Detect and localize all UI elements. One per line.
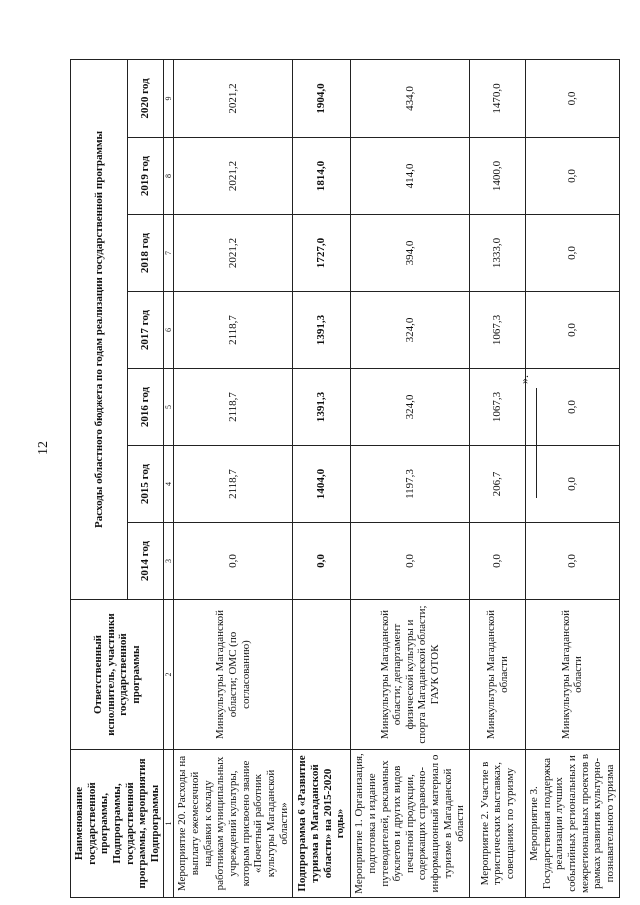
row-value: 206,7 bbox=[470, 446, 526, 523]
column-index: 2 bbox=[164, 600, 174, 750]
column-index: 7 bbox=[164, 215, 174, 292]
row-value: 0,0 bbox=[526, 292, 619, 369]
row-name: Подпрограмма 6 «Развитие туризма в Магаданской области» на 2015-2020 годы» bbox=[293, 750, 351, 898]
rotated-table-wrapper bbox=[70, 60, 616, 898]
row-value: 1197,3 bbox=[351, 446, 470, 523]
rotated-table-container bbox=[70, 60, 616, 898]
table-row bbox=[470, 59, 526, 897]
row-value: 2118,7 bbox=[174, 292, 293, 369]
row-value: 0,0 bbox=[526, 523, 619, 600]
column-index: 5 bbox=[164, 369, 174, 446]
column-index: 3 bbox=[164, 523, 174, 600]
row-value: 1391,3 bbox=[293, 292, 351, 369]
column-index: 6 bbox=[164, 292, 174, 369]
row-value: 0,0 bbox=[470, 523, 526, 600]
end-separator-line bbox=[536, 388, 537, 498]
table-row bbox=[526, 59, 619, 897]
row-value: 2118,7 bbox=[174, 446, 293, 523]
header-name: Наименование государственной программы, Подпрограммы, государственной программы, мероприятия Подпрограммы bbox=[71, 750, 164, 898]
row-name: Мероприятие 20. Расходы на выплату ежемесячной надбавки к окладу работникам муниципальных учреждений культуры, которым присвоено звание «Почетный работник культуры Магаданской области» bbox=[174, 750, 293, 898]
row-value: 1404,0 bbox=[293, 446, 351, 523]
row-value: 1400,0 bbox=[470, 138, 526, 215]
header-year: 2018 год bbox=[127, 215, 164, 292]
row-value: 1727,0 bbox=[293, 215, 351, 292]
row-value: 0,0 bbox=[526, 369, 619, 446]
row-value: 324,0 bbox=[351, 369, 470, 446]
header-year: 2017 год bbox=[127, 292, 164, 369]
row-value: 1904,0 bbox=[293, 59, 351, 137]
row-executor bbox=[293, 600, 351, 750]
row-value: 1470,0 bbox=[470, 59, 526, 137]
header-year: 2016 год bbox=[127, 369, 164, 446]
row-value: 1333,0 bbox=[470, 215, 526, 292]
table-row bbox=[351, 59, 470, 897]
header-expenses: Расходы областного бюджета по годам реализации государственной программы bbox=[71, 59, 128, 599]
page-number: 12 bbox=[36, 441, 51, 455]
row-name: Мероприятие 1. Организация, подготовка и издание путеводителей, рекламных буклетов и других видов печатной продукции, содержащих справочно-информационный материал о туризме в Магаданской области bbox=[351, 750, 470, 898]
column-index: 8 bbox=[164, 138, 174, 215]
row-value: 0,0 bbox=[351, 523, 470, 600]
closing-quote-mark: ». bbox=[517, 375, 531, 384]
row-value: 0,0 bbox=[526, 446, 619, 523]
row-executor: Минкультуры Магаданской области; департамент физической культуры и спорта Магаданской области; ГАУК ОТОК bbox=[351, 600, 470, 750]
header-executor: Ответственный исполнитель, участники государственной программы bbox=[71, 600, 164, 750]
header-year: 2014 год bbox=[127, 523, 164, 600]
row-value: 2118,7 bbox=[174, 369, 293, 446]
row-value: 1391,3 bbox=[293, 369, 351, 446]
row-value: 394,0 bbox=[351, 215, 470, 292]
row-value: 0,0 bbox=[526, 59, 619, 137]
row-executor: Минкультуры Магаданской области bbox=[470, 600, 526, 750]
header-year: 2020 год bbox=[127, 59, 164, 137]
row-value: 0,0 bbox=[174, 523, 293, 600]
row-value: 2021,2 bbox=[174, 59, 293, 137]
row-value: 324,0 bbox=[351, 292, 470, 369]
row-value: 414,0 bbox=[351, 138, 470, 215]
row-value: 2021,2 bbox=[174, 138, 293, 215]
column-index: 4 bbox=[164, 446, 174, 523]
row-executor: Минкультуры Магаданской области; ОМС (по согласованию) bbox=[174, 600, 293, 750]
column-index: 1 bbox=[164, 750, 174, 898]
row-value: 0,0 bbox=[526, 215, 619, 292]
column-index: 9 bbox=[164, 59, 174, 137]
column-index-row bbox=[164, 59, 174, 897]
expenses-table bbox=[70, 59, 620, 898]
table-row-subprogram bbox=[293, 59, 351, 897]
header-year: 2019 год bbox=[127, 138, 164, 215]
row-name: Мероприятие 2. Участие в туристических выставках, совещаниях по туризму bbox=[470, 750, 526, 898]
row-name: Мероприятие 3. Государственная поддержка реализации лучших событийных региональных и межрегиональных проектов в рамках развития культурно-познавательного туризма bbox=[526, 750, 619, 898]
row-value: 1067,3 bbox=[470, 292, 526, 369]
row-value: 0,0 bbox=[293, 523, 351, 600]
row-value: 1067,3 bbox=[470, 369, 526, 446]
row-value: 0,0 bbox=[526, 138, 619, 215]
header-year: 2015 год bbox=[127, 446, 164, 523]
row-value: 1814,0 bbox=[293, 138, 351, 215]
table-row bbox=[174, 59, 293, 897]
row-value: 434,0 bbox=[351, 59, 470, 137]
row-executor: Минкультуры Магаданской области bbox=[526, 600, 619, 750]
row-value: 2021,2 bbox=[174, 215, 293, 292]
